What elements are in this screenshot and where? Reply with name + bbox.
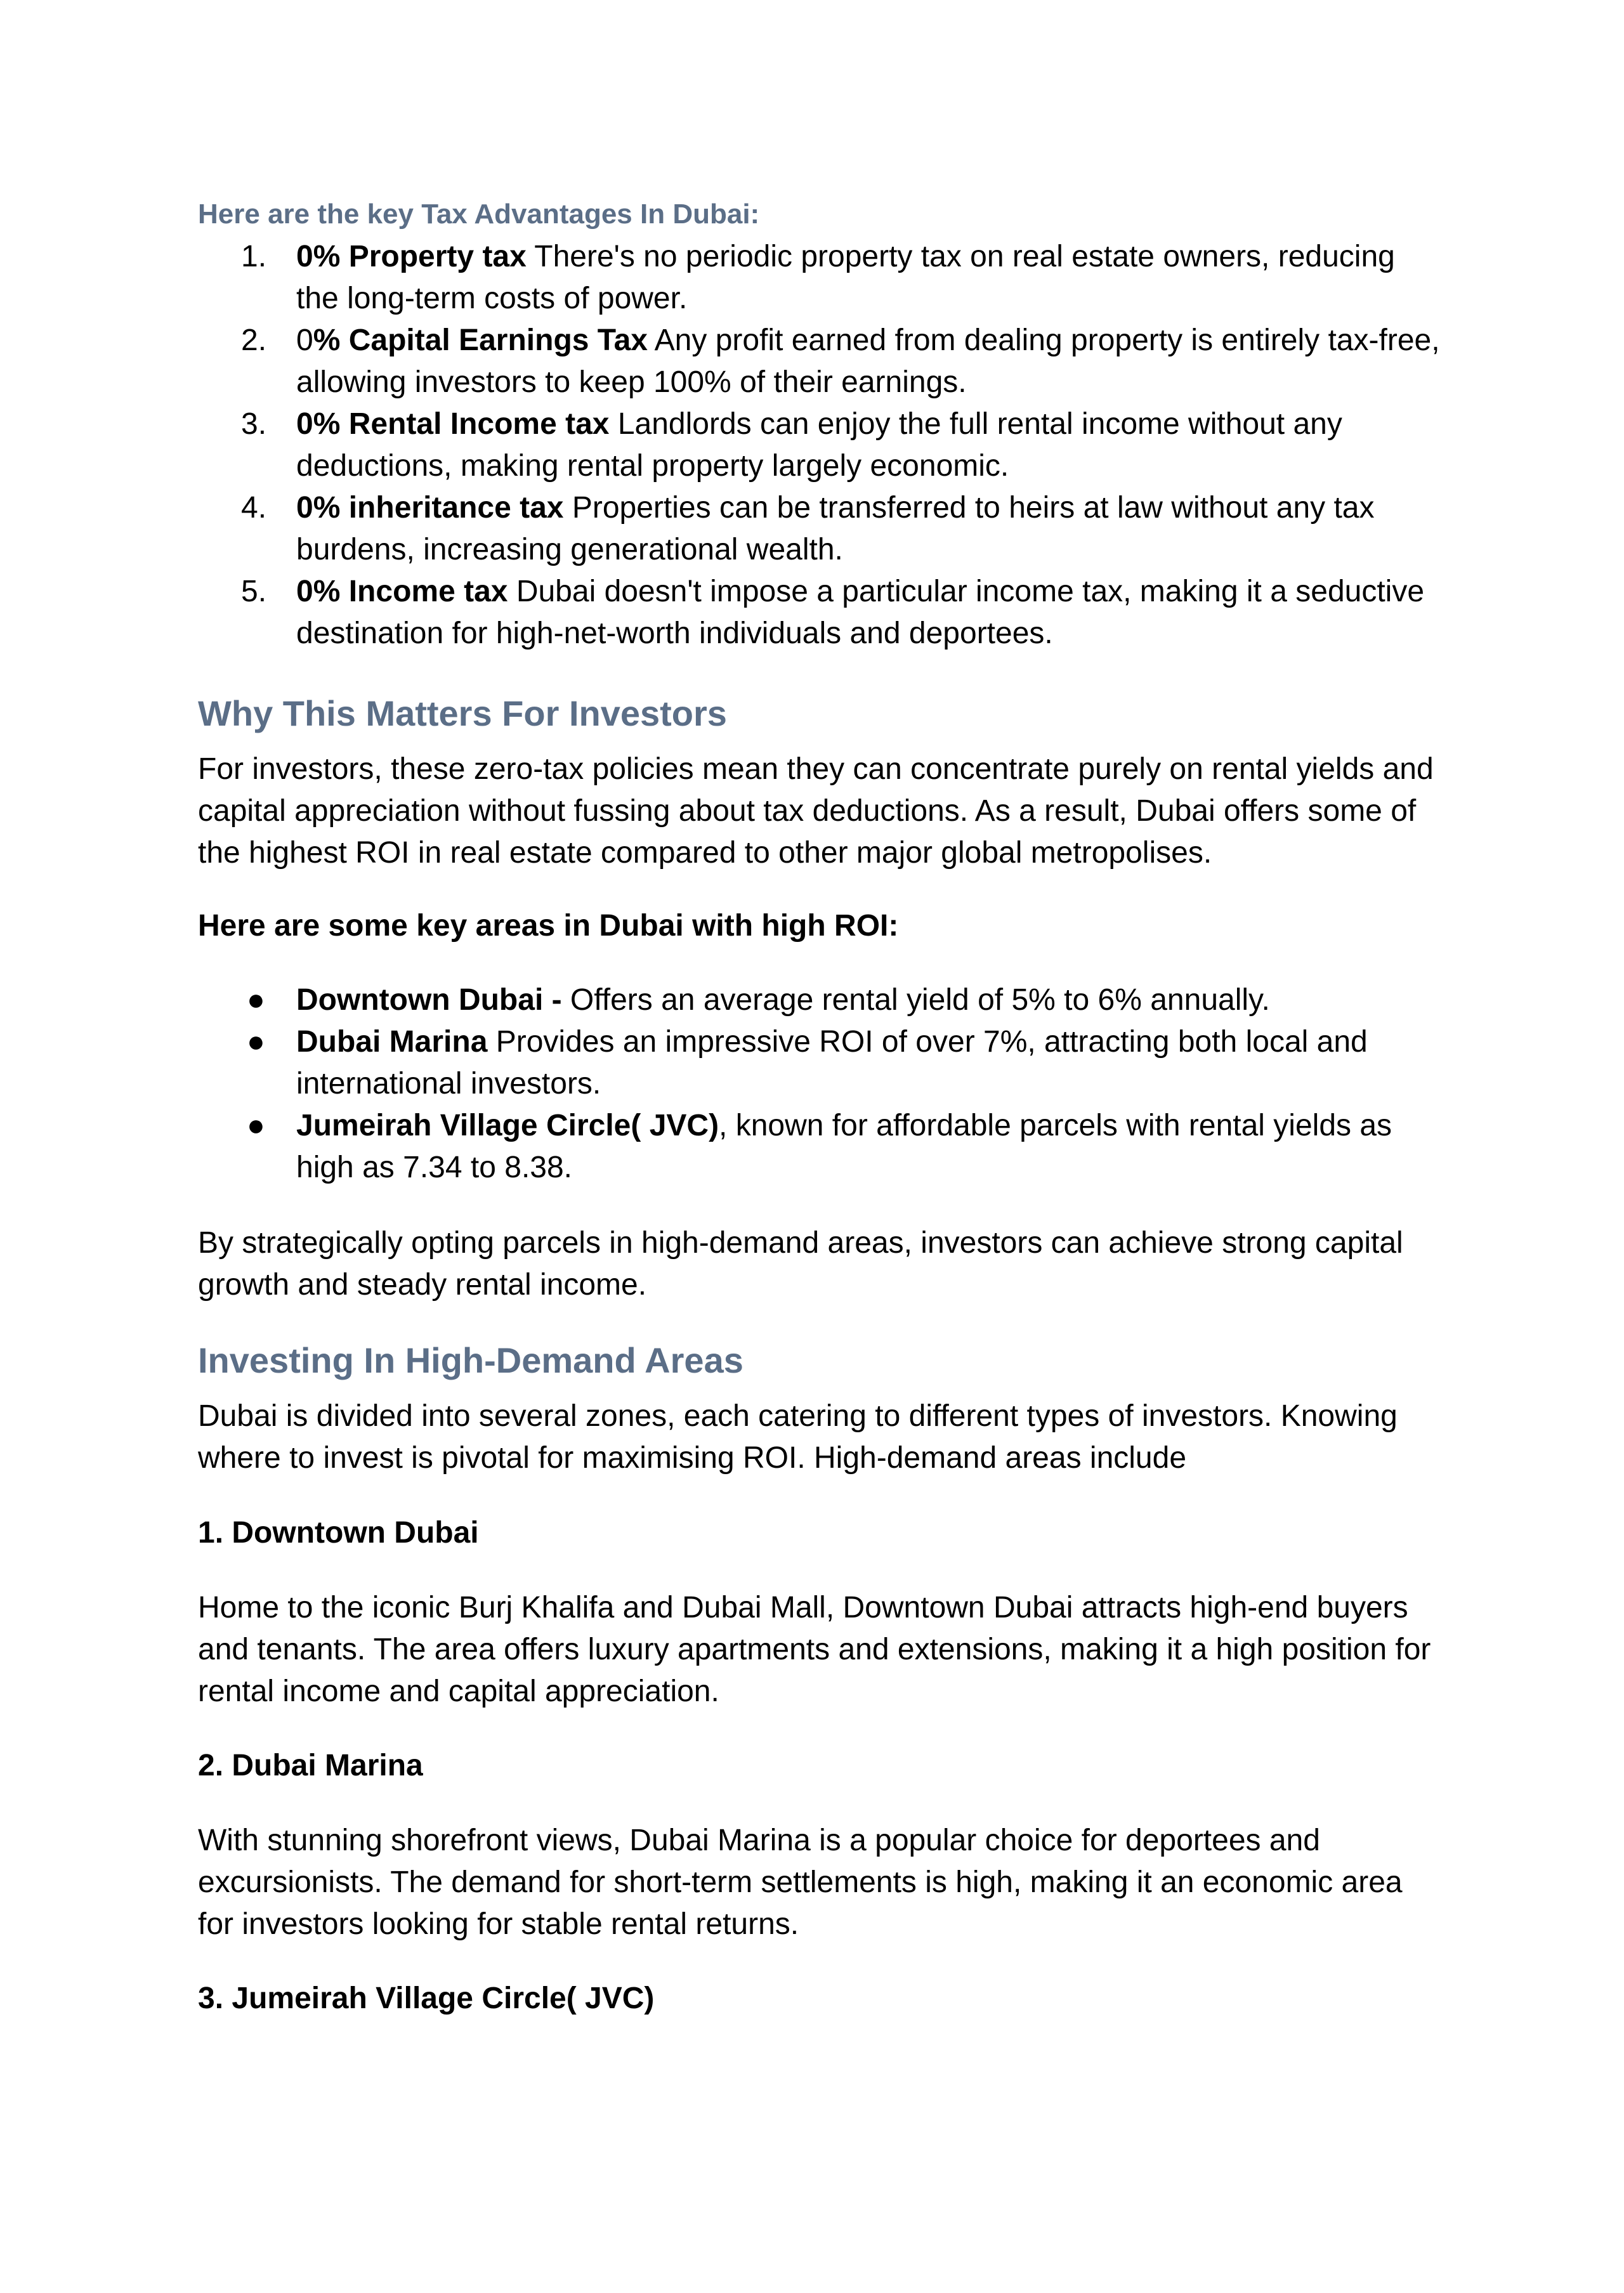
list-number: 2.: [241, 323, 267, 357]
key-areas-list: [198, 979, 1441, 1189]
why-matters-paragraph: For investors, these zero-tax policies mean they can concentrate purely on rental yields and capital appreciation without fussing about tax deductions. As a result, Dubai offers some of the highest ROI in real estate compared to other major global metropolises.: [198, 752, 1434, 870]
list-item: [198, 1021, 1441, 1105]
investing-paragraph: Dubai is divided into several zones, each catering to different types of investors. Knowing where to invest is pivotal for maximising ROI. High-demand areas include: [198, 1399, 1398, 1475]
list-item-lead: 0: [296, 323, 313, 357]
list-item: [198, 236, 1441, 320]
list-number: 1.: [241, 240, 267, 273]
list-item-text: Landlords can enjoy the full rental income without any deductions, making rental property largely economic.: [296, 407, 1342, 483]
list-item-title: Jumeirah Village Circle( JVC): [296, 1109, 719, 1142]
list-item: [198, 320, 1441, 403]
list-item-text: Offers an average rental yield of 5% to 6% annually.: [561, 983, 1270, 1017]
investing-heading: Investing In High-Demand Areas: [198, 1340, 743, 1380]
marina-heading: 2. Dubai Marina: [198, 1749, 423, 1782]
list-item-text: Any profit earned from dealing property is entirely tax-free, allowing investors to keep 100% of their earnings.: [296, 323, 1440, 399]
tax-advantages-list: [198, 236, 1441, 655]
jvc-heading: 3. Jumeirah Village Circle( JVC): [198, 1982, 655, 2015]
list-number: 4.: [241, 491, 267, 525]
strategy-paragraph: By strategically opting parcels in high-demand areas, investors can achieve strong capital growth and steady rental income.: [198, 1226, 1403, 1302]
bullet-icon: ●: [247, 1025, 265, 1059]
tax-advantages-heading: Here are the key Tax Advantages In Dubai:: [198, 199, 760, 230]
list-item-text: There's no periodic property tax on real estate owners, reducing the long-term costs of power.: [296, 240, 1395, 315]
list-item-title: Downtown Dubai -: [296, 983, 562, 1017]
list-item-title: 0% Rental Income tax: [296, 407, 610, 441]
list-item: [198, 1105, 1441, 1189]
bullet-icon: ●: [247, 983, 265, 1017]
list-item: [198, 403, 1441, 487]
downtown-heading: 1. Downtown Dubai: [198, 1516, 479, 1550]
bullet-icon: ●: [247, 1109, 265, 1142]
list-item-title: 0% inheritance tax: [296, 491, 564, 525]
list-number: 3.: [241, 407, 267, 441]
list-item-text: Dubai doesn't impose a particular income tax, making it a seductive destination for high-net-worth individuals and deportees.: [296, 575, 1425, 650]
list-item-title: 0% Income tax: [296, 575, 508, 608]
list-item: [198, 571, 1441, 655]
why-matters-heading: Why This Matters For Investors: [198, 693, 727, 733]
list-item-title: Dubai Marina: [296, 1025, 488, 1059]
list-item: [198, 487, 1441, 571]
list-item-title: % Capital Earnings Tax: [313, 323, 648, 357]
list-item-title: 0% Property tax: [296, 240, 527, 273]
list-item: [198, 979, 1441, 1021]
downtown-paragraph: Home to the iconic Burj Khalifa and Dubai Mall, Downtown Dubai attracts high-end buyers and tenants. The area offers luxury apartments and extensions, making it a high position for rental income and capital appreciation.: [198, 1591, 1431, 1708]
key-areas-heading: Here are some key areas in Dubai with high ROI:: [198, 909, 899, 943]
marina-paragraph: With stunning shorefront views, Dubai Marina is a popular choice for deportees and excursionists. The demand for short-term settlements is high, making it an economic area for investors looking for stable rental returns.: [198, 1824, 1403, 1941]
list-number: 5.: [241, 575, 267, 608]
list-item-text: Properties can be transferred to heirs at law without any tax burdens, increasing generational wealth.: [296, 491, 1375, 566]
list-item-text: Provides an impressive ROI of over 7%, attracting both local and international investors.: [296, 1025, 1377, 1101]
list-item-text: , known for affordable parcels with rental yields as high as 7.34 to 8.38.: [296, 1109, 1392, 1184]
